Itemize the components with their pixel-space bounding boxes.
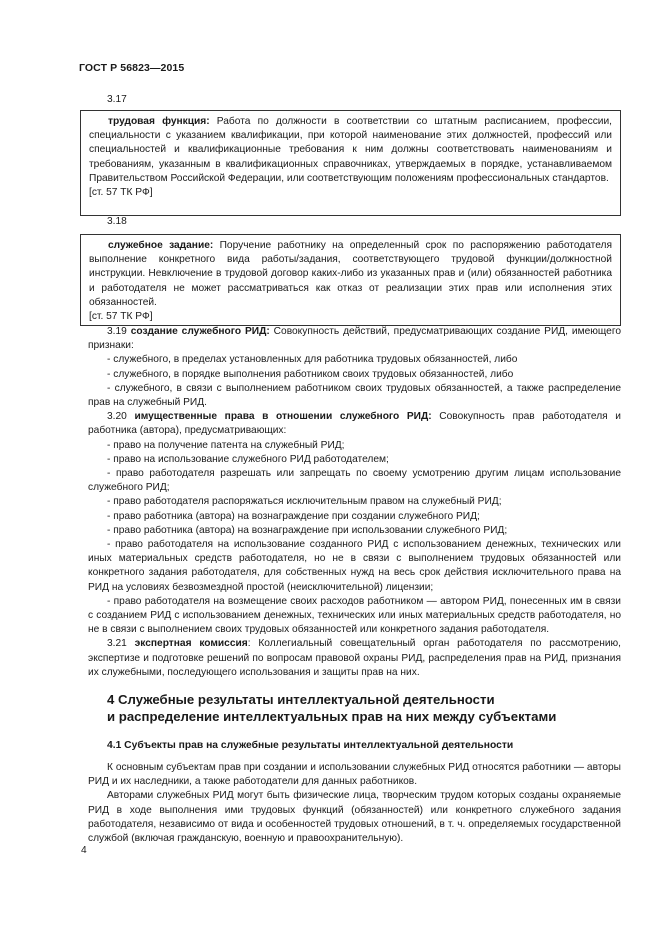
term-label: экспертная комиссия (134, 638, 248, 650)
clause-number: 3.19 (107, 326, 127, 337)
clause-number: 3.20 (107, 411, 127, 423)
section-4-1-body (88, 761, 621, 846)
body-paragraph: Авторами служебных РИД могут быть физические лица, творческим трудом которых созданы охраняемые РИД в ходе выполнения ими трудовых функций (обязанностей) или конкретного служебного задания работодателя, независимо от вида и особенностей трудовых отношений, в т. ч. определяемых государственной службой (включая гражданскую, военную и правоохранительную). (88, 790, 621, 845)
list-item: - право работодателя на использование созданного РИД с использованием денежных, технических или иных материальных средств работодателя, но не в связи с выполнением трудовых обязанностей или конкретного задания работодателя, для собственных нужд на весь срок действия исключительного права на РИД на условиях безвозмездной простой (неисключительной) лицензии; (88, 539, 621, 593)
source-reference: [ст. 57 ТК РФ] (89, 311, 153, 323)
list-item: - право работодателя разрешать или запрещать по своему усмотрению другим лицам использование служебного РИД; (88, 468, 621, 494)
list-item: - право на получение патента на служебный РИД; (107, 439, 345, 451)
body-paragraph: К основным субъектам прав при создании и использовании служебных РИД относятся работники — авторы РИД и их наследники, а также работодатели для данных работников. (88, 762, 621, 788)
section-title-line: 4 Служебные результаты интеллектуальной деятельности (107, 692, 495, 707)
definition-text: Поручение работнику на определенный срок по распоряжению работодателя выполнение конкретного вида работы/задания, соответствующего трудовой функции/должностной инструкции. Невключение в трудовой договор каких-либо из указанных прав и (или) обязанностей работника и работодателя не может рассматриваться как отказ от реализации этих прав или исполнения этих обязанностей. (89, 240, 612, 308)
list-item: - право работника (автора) на вознаграждение при использовании служебного РИД; (107, 524, 508, 536)
definition-box-3-17 (80, 110, 621, 216)
definition-text: Работа по должности в соответствии со штатным расписанием, профессии, специальности с указанием квалификации, при которой наименование этих должностей, профессий или специальностей и квалификационные требования к ним должны соответствовать наименованиям и требованиям, указанным в квалификационных справочниках, утверждаемых в порядке, устанавливаемом Правительством Российской Федерации, или соответствующим положениям профессиональных стандартов. (89, 116, 612, 184)
clause-3-19 (88, 325, 621, 353)
clause-number-3-18: 3.18 (107, 216, 127, 227)
definition-paragraph (89, 239, 612, 310)
list-item: - служебного, в порядке выполнения работником своих трудовых обязанностей, либо (107, 368, 514, 380)
list-item: - право работодателя распоряжаться исключительным правом на служебный РИД; (107, 496, 502, 508)
clause-3-20 (88, 410, 621, 438)
term-label: создание служебного РИД: (130, 326, 270, 337)
definition-paragraph (89, 115, 612, 186)
document-header: ГОСТ Р 56823—2015 (79, 62, 185, 74)
definition-box-3-18 (80, 234, 621, 326)
list-item: - служебного, в пределах установленных для работника трудовых обязанностей, либо (107, 354, 518, 366)
term-label: трудовая функция: (108, 116, 210, 127)
list-item: - служебного, в связи с выполнением работником своих трудовых обязанностей, а также распределение прав на служебный РИД. (88, 382, 621, 409)
definition-text: : Коллегиальный совещательный орган работодателя по рассмотрению, экспертизе и подготовке решений по вопросам правовой охраны РИД, распределения прав на РИД, признания их служебными, последующего использования и защиты прав на них. (88, 638, 621, 678)
clause-number: 3.21 (107, 638, 127, 650)
page-number: 4 (81, 845, 87, 856)
list-item: - право работодателя на возмещение своих расходов работником — автором РИД, понесенных им в связи с созданием РИД с использованием денежных, технических или иных материальных средств работодателя, но не в связи с выполнением своих трудовых обязанностей или конкретного задания работодателя. (88, 595, 621, 636)
section-4-heading (107, 691, 556, 725)
clause-number-3-17: 3.17 (107, 94, 127, 105)
term-label: имущественные права в отношении служебного РИД: (134, 411, 432, 423)
source-reference: [ст. 57 ТК РФ] (89, 187, 153, 199)
definition-text: Совокупность действий, предусматривающих создание РИД, имеющего признаки: (88, 326, 622, 352)
term-label: служебное задание: (108, 240, 214, 251)
subsection-4-1-heading: 4.1 Субъекты прав на служебные результаты интеллектуальной деятельности (107, 740, 514, 751)
definitions-body (88, 325, 621, 680)
list-item: - право на использование служебного РИД работодателем; (107, 453, 389, 465)
section-title-line: и распределение интеллектуальных прав на них между субъектами (107, 709, 557, 724)
definition-text: Совокупность прав работодателя и работника (автора), предусматривающих: (88, 411, 621, 437)
list-item: - право работника (автора) на вознаграждение при создании служебного РИД; (107, 510, 480, 522)
clause-3-21 (88, 637, 621, 680)
